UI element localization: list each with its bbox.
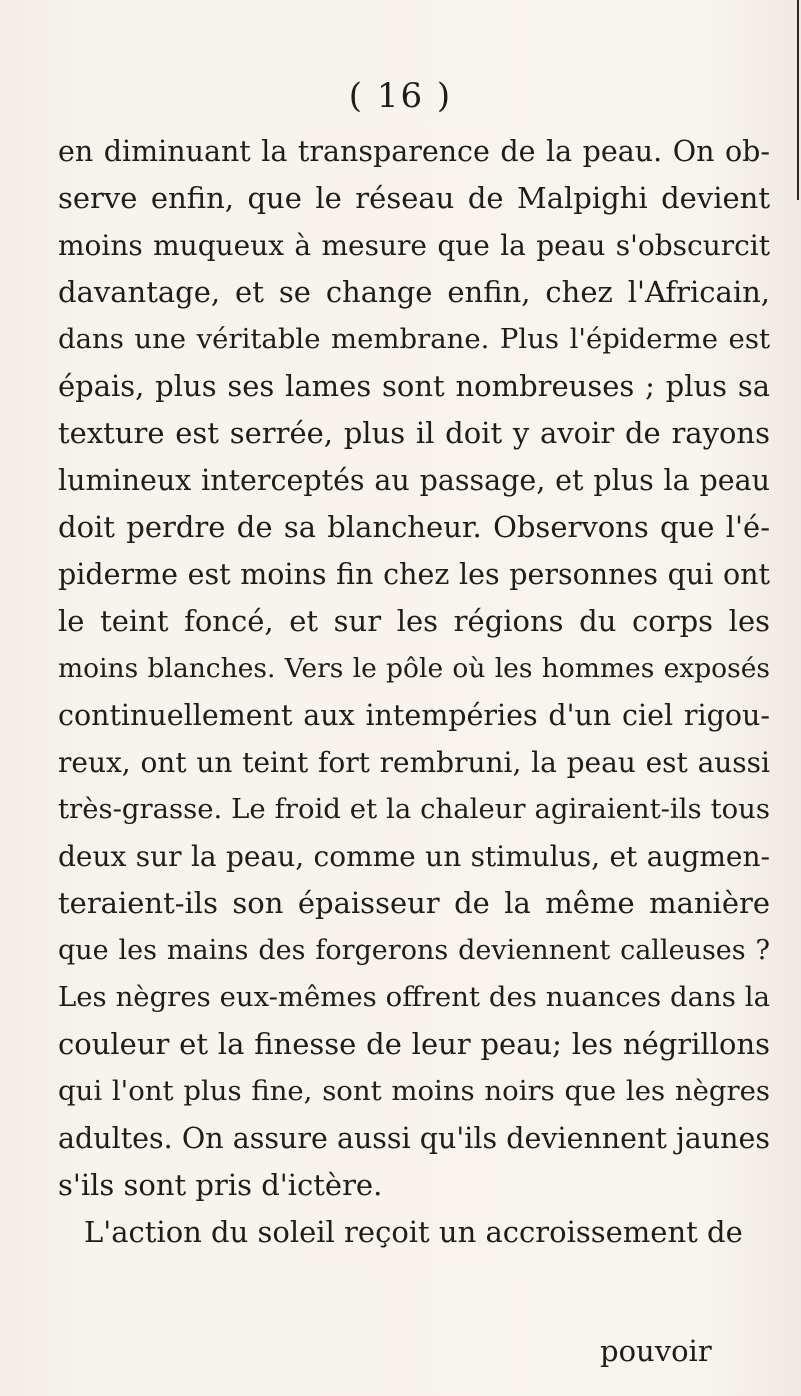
catchword: pouvoir (600, 1334, 712, 1368)
text-line: que les mains des forgerons deviennent calleuses ? (58, 935, 770, 966)
text-line: s'ils sont pris d'ictère. (58, 1168, 383, 1202)
text-line: continuellement aux intempéries d'un ciel rigou- (58, 699, 770, 732)
text-line: très-grasse. Le froid et la chaleur agiraient-ils tous (58, 793, 770, 825)
text-line: texture est serrée, plus il doit y avoir de rayons (58, 416, 770, 450)
text-line: adultes. On assure aussi qu'ils deviennent jaunes (58, 1122, 770, 1155)
paragraph-start-line: L'action du soleil reçoit un accroissement de (84, 1215, 743, 1249)
text-line: épais, plus ses lames sont nombreuses ; plus sa (58, 369, 770, 403)
text-line: en diminuant la transparence de la peau. On ob- (58, 135, 770, 168)
text-line: reux, ont un teint fort rembruni, la peau est aussi (58, 746, 770, 779)
text-line: Les nègres eux-mêmes offrent des nuances dans la (58, 981, 770, 1013)
text-line: doit perdre de sa blancheur. Observons que l'é- (58, 510, 770, 544)
text-line: moins muqueux à mesure que la peau s'obscurcit (58, 229, 770, 262)
text-line: moins blanches. Vers le pôle où les hommes exposés (58, 653, 770, 684)
text-line: piderme est moins fin chez les personnes qui ont (58, 558, 770, 591)
text-line: dans une véritable membrane. Plus l'épiderme est (58, 323, 770, 355)
text-line: lumineux interceptés au passage, et plus la peau (58, 464, 770, 497)
text-line: le teint foncé, et sur les régions du corps les (58, 604, 770, 638)
body-text (58, 128, 770, 1256)
text-line: davantage, et se change enfin, chez l'Africain, (58, 275, 770, 309)
text-line: teraient-ils son épaisseur de la même manière (58, 886, 770, 920)
text-line: couleur et la finesse de leur peau; les négrillons (58, 1027, 770, 1061)
text-line: deux sur la peau, comme un stimulus, et augmen- (58, 840, 770, 873)
page-number: ( 16 ) (348, 76, 453, 116)
text-line: serve enfin, que le réseau de Malpighi devient (58, 181, 770, 215)
text-line: qui l'ont plus fine, sont moins noirs que les nègres (58, 1075, 770, 1107)
